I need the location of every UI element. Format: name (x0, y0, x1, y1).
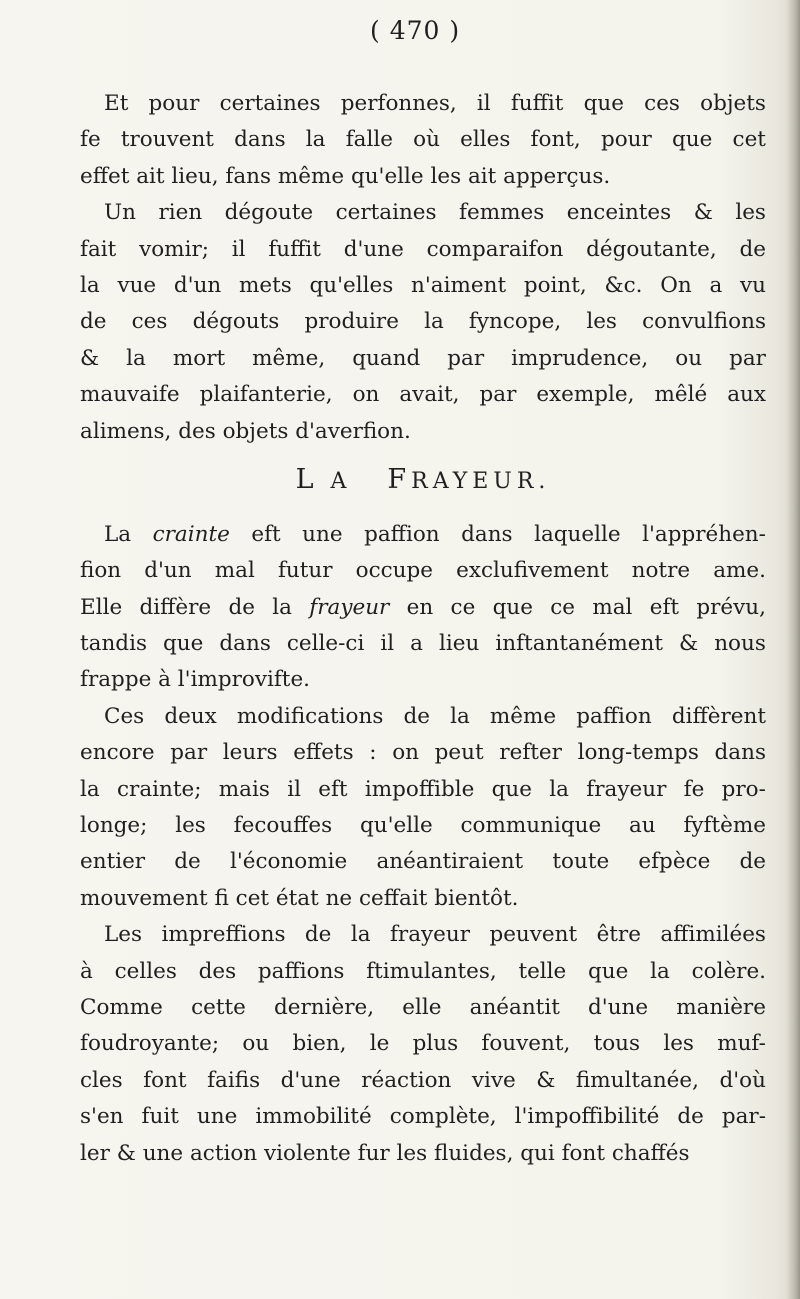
word: & (679, 631, 699, 657)
word: immobilité (255, 1104, 372, 1130)
word: efpèce (638, 849, 711, 875)
word: de (677, 1104, 704, 1130)
word: ce (550, 594, 576, 620)
word: Elle (80, 594, 123, 620)
word: même (277, 163, 351, 189)
word: exemple, (536, 382, 635, 408)
word: communique (460, 813, 602, 839)
word: être (596, 922, 641, 948)
word: paffion (576, 703, 652, 729)
word: modifications (236, 703, 384, 729)
word: l'impoffibilité (514, 1104, 660, 1130)
word: on (392, 740, 419, 766)
word: affimilées (660, 922, 766, 948)
word: convulfions (642, 309, 766, 335)
word: fyncope, (468, 309, 562, 335)
word: complète, (389, 1104, 497, 1130)
word: enceintes (566, 200, 672, 226)
word: d'un (144, 558, 192, 584)
word: objets (700, 91, 766, 116)
word: la (126, 345, 146, 371)
word: de (304, 922, 332, 948)
word: imprudence, (511, 345, 649, 371)
word: la (80, 776, 100, 802)
word: que (583, 91, 624, 116)
word: a (709, 272, 723, 298)
word: certaines (219, 91, 321, 116)
word: falle (345, 127, 393, 153)
word: qu'elle (359, 813, 433, 839)
word: les (430, 163, 468, 189)
word: produire (304, 309, 399, 335)
word: d'où (719, 1067, 766, 1093)
word: il (380, 631, 395, 657)
word: l'improvifte. (177, 667, 317, 693)
text-line (80, 590, 766, 626)
page-text (80, 86, 766, 1172)
word: Un (104, 200, 136, 226)
word: ces (644, 91, 680, 116)
word: d'une (280, 1067, 341, 1093)
word: ce (450, 594, 476, 620)
word: au (628, 813, 656, 839)
word: plus (412, 1031, 459, 1057)
word: la (650, 958, 670, 984)
word: les (586, 309, 617, 335)
word: état (275, 885, 326, 911)
word: les (396, 1140, 434, 1166)
heading-word-la-rest: A (330, 468, 352, 494)
word: la (424, 309, 444, 335)
word: en (406, 594, 434, 620)
word: l'appréhen- (642, 521, 766, 547)
word: ftimulantes, (366, 958, 497, 984)
word: trouvent (120, 127, 214, 153)
word: elles (460, 127, 511, 153)
word: cette (191, 994, 246, 1020)
word: peuvent (489, 922, 578, 948)
word: vu (740, 272, 766, 298)
word: fouvent, (481, 1031, 571, 1057)
word: ait (136, 163, 172, 189)
word: s'en (80, 1104, 124, 1130)
word: colère. (691, 958, 766, 984)
word: qu'elle (350, 163, 431, 189)
word: fe (80, 127, 101, 153)
word: ler (80, 1140, 117, 1166)
word: la (549, 776, 569, 802)
word: il (231, 236, 246, 262)
word: muf- (717, 1031, 766, 1057)
word: de (739, 236, 766, 262)
word: lieu, (171, 163, 226, 189)
word: & (80, 345, 100, 371)
word: on (352, 382, 380, 408)
word: les (663, 1031, 694, 1057)
italic-word: crainte (152, 521, 230, 547)
word: On (660, 272, 692, 298)
text-line (80, 122, 766, 158)
word: laquelle (534, 521, 621, 547)
word: paffions (257, 958, 345, 984)
word: d'un (173, 272, 222, 298)
text-line (80, 414, 766, 450)
word: eft (649, 594, 680, 620)
word: n'aiment (411, 272, 507, 298)
word: une (302, 521, 343, 547)
word: & (536, 1067, 556, 1093)
word: d'une (343, 236, 404, 262)
word: effet (80, 163, 137, 189)
word: fuffit (510, 91, 564, 116)
word: par (729, 345, 766, 371)
text-line (80, 232, 766, 268)
word: réaction (361, 1067, 452, 1093)
text-line (80, 517, 766, 553)
word: diffère (139, 594, 212, 620)
text-line (80, 772, 766, 808)
word: nous (714, 631, 766, 657)
word: qui (520, 1140, 562, 1166)
word: frappe (80, 667, 159, 693)
word: faifis (207, 1067, 261, 1093)
text-line (80, 341, 766, 377)
word: long-temps (577, 740, 699, 766)
word: que (672, 127, 713, 153)
text-line (80, 844, 766, 880)
word: mets (239, 272, 292, 298)
word: notre (631, 558, 691, 584)
word: l'économie (229, 849, 348, 875)
text-line (80, 1099, 766, 1135)
word: paffion (364, 521, 440, 547)
word: fion (80, 558, 122, 584)
word: il (476, 91, 491, 116)
word: celle-ci (286, 631, 365, 657)
word: eft (318, 776, 348, 802)
word: que (588, 958, 629, 984)
word: peut (434, 740, 484, 766)
word: avait, (399, 382, 460, 408)
word: cles (80, 1067, 123, 1093)
word: manière (676, 994, 766, 1020)
word: & (116, 1140, 143, 1166)
word: ces (131, 309, 168, 335)
text-block-after-heading (80, 517, 766, 1172)
word: Ces (104, 703, 145, 729)
word: une (142, 1140, 190, 1166)
text-line (80, 1063, 766, 1099)
text-line (80, 662, 766, 698)
word: celles (114, 958, 177, 984)
word: que (491, 776, 532, 802)
word: : (369, 740, 377, 766)
text-line (80, 1136, 766, 1172)
word: la (305, 127, 326, 153)
word: vive (471, 1067, 516, 1093)
word: à (80, 958, 93, 984)
text-line (80, 304, 766, 340)
word: de (228, 594, 255, 620)
italic-word: frayeur (309, 594, 390, 620)
text-block-before-heading (80, 86, 766, 450)
word: femmes (459, 200, 545, 226)
word: bien, (292, 1031, 347, 1057)
text-line (80, 268, 766, 304)
word: fuit (141, 1104, 179, 1130)
word: entier (80, 849, 146, 875)
word: frayeur (586, 776, 667, 802)
text-line (80, 808, 766, 844)
word: ceffait (358, 885, 435, 911)
word: elle (402, 994, 442, 1020)
word: Et (104, 91, 129, 116)
word: point, (523, 272, 587, 298)
word: quand (352, 345, 421, 371)
word: tous (593, 1031, 641, 1057)
word: même, (252, 345, 326, 371)
word: la (450, 703, 470, 729)
word: la (272, 594, 292, 620)
word: fluides, (434, 1140, 521, 1166)
word: font, (530, 127, 581, 153)
word: Comme (80, 994, 163, 1020)
text-line (80, 917, 766, 953)
word: Les (104, 922, 143, 948)
text-line (80, 954, 766, 990)
word: impoffible (364, 776, 475, 802)
word: pro- (721, 776, 766, 802)
word: pour (148, 91, 200, 116)
word: ou (242, 1031, 270, 1057)
heading-initial-l: L (295, 463, 319, 495)
word: anéantit (469, 994, 560, 1020)
word: le (369, 1031, 390, 1057)
word: diffèrent (671, 703, 766, 729)
word: dégouts (192, 309, 280, 335)
word: font (143, 1067, 187, 1093)
word: dans (234, 127, 286, 153)
word: foudroyante; (80, 1031, 220, 1057)
text-line (80, 735, 766, 771)
word: cet (235, 885, 276, 911)
word: inftantanément (495, 631, 663, 657)
word: les (735, 200, 766, 226)
word: ame. (713, 558, 766, 584)
word: que (492, 594, 533, 620)
word: dans (219, 631, 271, 657)
word: il (287, 776, 301, 802)
word: occupe (355, 558, 433, 584)
text-line (80, 881, 766, 917)
word: telle (518, 958, 567, 984)
word: où (413, 127, 440, 153)
word: de (80, 309, 107, 335)
word: à (158, 667, 178, 693)
word: mal (592, 594, 633, 620)
word: fi (214, 885, 236, 911)
word: effets (293, 740, 354, 766)
section-heading (80, 455, 766, 505)
word: alimens, (80, 418, 179, 444)
word: exclufivement (456, 558, 609, 584)
word: d'une (588, 994, 649, 1020)
text-line (80, 699, 766, 735)
word: comparaifon (426, 236, 564, 262)
word: de (174, 849, 201, 875)
word: tandis (80, 631, 147, 657)
word: & (693, 200, 713, 226)
text-line (80, 159, 766, 195)
word: crainte; (117, 776, 202, 802)
word: par (479, 382, 517, 408)
word: fans (225, 163, 278, 189)
word: la (350, 922, 371, 948)
word: anéantiraient (376, 849, 524, 875)
word: dégoutante, (586, 236, 717, 262)
page-number: ( 470 ) (370, 16, 461, 45)
text-line (80, 553, 766, 589)
word: fur (357, 1140, 397, 1166)
word: La (104, 521, 132, 547)
word: plaifanterie, (199, 382, 333, 408)
word: impreffions (161, 922, 286, 948)
word: une (196, 1104, 238, 1130)
word: par (170, 740, 208, 766)
heading-initial-f: F (387, 463, 412, 495)
word: longe; (80, 813, 148, 839)
word: encore (80, 740, 155, 766)
word: de (739, 849, 766, 875)
text-line (80, 86, 766, 122)
word: fyftème (683, 813, 766, 839)
word: mal (214, 558, 255, 584)
word: même (489, 703, 557, 729)
word: fimultanée, (575, 1067, 699, 1093)
word: leurs (222, 740, 278, 766)
word: que (163, 631, 204, 657)
text-line (80, 377, 766, 413)
word: ne (325, 885, 359, 911)
text-line (80, 1026, 766, 1062)
word: les (175, 813, 206, 839)
word: &c. (604, 272, 643, 298)
word: fait (80, 236, 117, 262)
word: fecouffes (233, 813, 333, 839)
word: mouvement (80, 885, 215, 911)
word: mort (172, 345, 226, 371)
text-line (80, 626, 766, 662)
word: dans (461, 521, 513, 547)
word: fuffit (268, 236, 321, 262)
word: futur (277, 558, 333, 584)
word: rien (158, 200, 203, 226)
word: dégoute (224, 200, 314, 226)
word: mais (218, 776, 270, 802)
word: prévu, (696, 594, 766, 620)
word: des (198, 958, 237, 984)
word: a (410, 631, 423, 657)
word: dernière, (274, 994, 375, 1020)
word: par (447, 345, 485, 371)
word: fe (683, 776, 705, 802)
word: lieu (439, 631, 480, 657)
word: font (561, 1140, 612, 1166)
word: par- (721, 1104, 766, 1130)
word: mêlé (654, 382, 708, 408)
word: frayeur (389, 922, 471, 948)
word: vue (117, 272, 157, 298)
word: apperçus. (503, 163, 618, 189)
word: objets (222, 418, 296, 444)
word: perfonnes, (340, 91, 457, 116)
word: d'averfion. (295, 418, 418, 444)
word: vomir; (139, 236, 209, 262)
word: qu'elles (309, 272, 394, 298)
word: ou (675, 345, 703, 371)
word: certaines (335, 200, 437, 226)
word: mauvaife (80, 382, 180, 408)
word: toute (552, 849, 610, 875)
word: de (403, 703, 430, 729)
word: bientôt. (434, 885, 526, 911)
word: refter (499, 740, 562, 766)
word: chaffés (611, 1140, 697, 1166)
word: violente (263, 1140, 358, 1166)
text-line (80, 990, 766, 1026)
word: deux (164, 703, 217, 729)
word: aux (727, 382, 766, 408)
word: la (80, 272, 100, 298)
page-edge-shadow (786, 0, 800, 1299)
heading-word-frayeur-rest: RAYEUR. (411, 468, 551, 494)
word: action (189, 1140, 264, 1166)
word: cet (732, 127, 766, 153)
word: eft (251, 521, 281, 547)
text-line (80, 195, 766, 231)
word: ait (467, 163, 504, 189)
word: pour (600, 127, 652, 153)
word: des (178, 418, 223, 444)
word: dans (714, 740, 766, 766)
